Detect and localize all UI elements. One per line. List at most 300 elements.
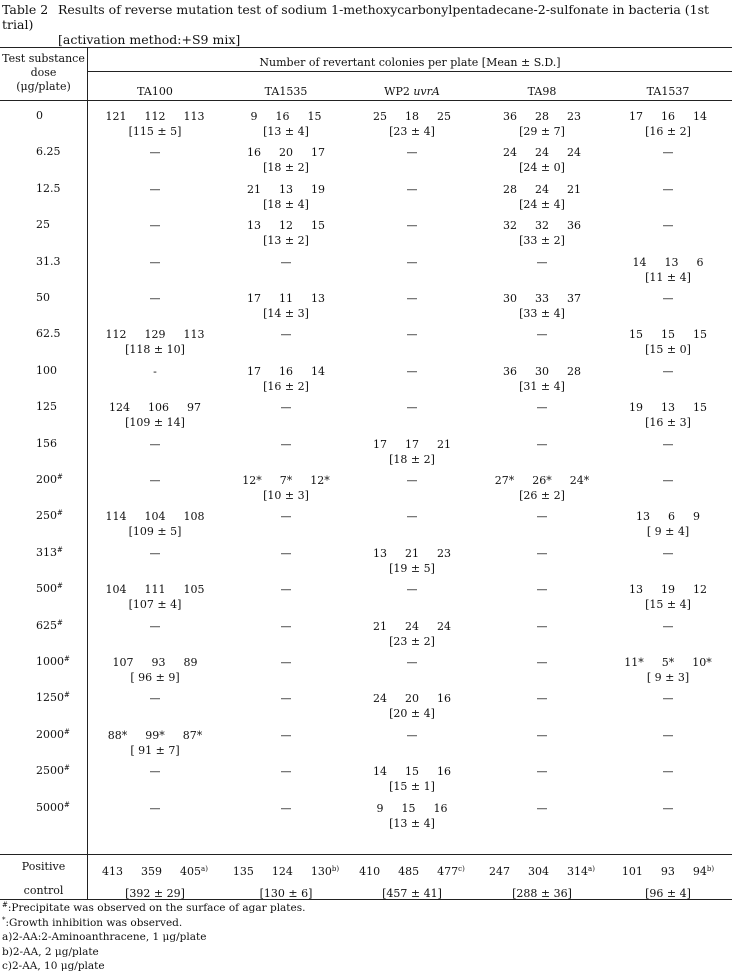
- mean-sd: [23 ± 2]: [389, 634, 435, 648]
- precipitate-mark: #: [64, 764, 70, 773]
- dose-value: 625#: [36, 618, 63, 632]
- colony-count: 16: [275, 110, 290, 123]
- colony-counts: [224, 182, 348, 197]
- colony-counts: [93, 109, 217, 124]
- table-cell: [480, 109, 604, 139]
- dash-cell: —: [662, 364, 674, 378]
- table-cell: [606, 400, 730, 430]
- colony-count: 88*: [107, 728, 128, 742]
- colony-count: 87*: [182, 728, 203, 742]
- mean-sd: [13 ± 2]: [263, 234, 309, 248]
- colony-counts: [606, 861, 730, 883]
- colony-count: 108: [183, 510, 205, 524]
- footnote: a)2-AA:2-Aminoanthracene, 1 μg/plate: [2, 931, 207, 943]
- table-cell: [224, 861, 348, 905]
- table-cell: [350, 364, 474, 379]
- colony-counts: [224, 364, 348, 379]
- table-cell: [606, 764, 730, 779]
- mean-sd: [15 ± 4]: [645, 598, 691, 612]
- dose-value: 50: [36, 291, 50, 304]
- dash-cell: —: [406, 328, 418, 342]
- colony-count: 107: [112, 656, 134, 669]
- dash-cell: —: [536, 692, 548, 706]
- table-cell: [480, 327, 604, 342]
- dash-cell: —: [280, 583, 292, 597]
- colony-count: 15: [307, 110, 322, 123]
- table-cell: [224, 182, 348, 212]
- mean-sd: [20 ± 4]: [389, 707, 435, 721]
- dash-cell: —: [280, 510, 292, 524]
- table-cell: [93, 546, 217, 561]
- dash-cell: —: [149, 219, 161, 233]
- dose-header-line2: dose: [30, 66, 57, 79]
- mean-sd: [33 ± 2]: [519, 234, 565, 248]
- colony-count: 93: [660, 865, 675, 878]
- colony-count: 104: [144, 510, 166, 524]
- colony-count: 30: [535, 364, 549, 378]
- table-cell: [224, 619, 348, 634]
- colony-counts: [350, 546, 474, 561]
- mean-sd: [14 ± 3]: [263, 307, 309, 320]
- mean-sd: [ 96 ± 9]: [130, 671, 180, 684]
- colony-counts: [606, 109, 730, 124]
- dash-cell: —: [536, 328, 548, 342]
- colony-counts: [480, 182, 604, 197]
- dash-cell: —: [536, 401, 548, 415]
- dash-cell: —: [406, 146, 418, 160]
- dash-cell: —: [280, 401, 292, 415]
- colony-count: 32: [503, 219, 517, 233]
- colony-count: 25: [373, 110, 387, 123]
- colony-count: 11: [279, 292, 293, 305]
- table-cell: [606, 109, 730, 139]
- colony-counts: [224, 145, 348, 160]
- table-cell: [606, 509, 730, 539]
- table-cell: [606, 437, 730, 452]
- dash-cell: —: [149, 292, 161, 305]
- table-cell: [480, 291, 604, 321]
- dash-cell: —: [406, 219, 418, 233]
- dash-cell: —: [536, 255, 548, 269]
- precipitate-mark: #: [57, 545, 63, 554]
- table-cell: [480, 582, 604, 597]
- table-cell: [350, 327, 474, 342]
- colony-count: 21: [437, 437, 451, 451]
- colony-count: 17: [373, 437, 387, 451]
- mean-sd: [392 ± 29]: [125, 887, 185, 900]
- footnote: *:Growth inhibition was observed.: [2, 915, 183, 929]
- colony-count: 13: [661, 401, 675, 415]
- table-cell: [93, 145, 217, 160]
- table-cell: [606, 655, 730, 685]
- header-sub-rule: [88, 71, 732, 72]
- table-cell: [93, 400, 217, 430]
- table-cell: [224, 400, 348, 415]
- colony-count: 27*: [494, 474, 515, 487]
- dash-cell: —: [406, 182, 418, 196]
- dash-cell: —: [149, 182, 161, 196]
- colony-count: 97: [187, 401, 201, 415]
- colony-count: 16: [661, 110, 675, 123]
- colony-count: 112: [105, 328, 127, 342]
- colony-count: 24: [405, 619, 419, 633]
- colony-count: 105: [183, 583, 205, 597]
- table-cell: [350, 145, 474, 160]
- dose-value: 25: [36, 218, 50, 232]
- table-cell: [606, 619, 730, 634]
- colony-count: 21: [405, 546, 419, 560]
- colony-counts: [480, 145, 604, 160]
- colony-counts: [350, 801, 474, 816]
- colony-counts: [93, 400, 217, 415]
- colony-count: 25: [437, 110, 451, 123]
- colony-count: 114: [105, 510, 127, 524]
- colony-count: 21: [373, 619, 387, 633]
- mean-sd: [26 ± 2]: [519, 489, 565, 502]
- table-cell: [93, 691, 217, 706]
- dash-cell: —: [536, 619, 548, 633]
- mean-sd: [11 ± 4]: [645, 270, 691, 284]
- colony-counts: [224, 291, 348, 306]
- colony-count: 28: [535, 110, 549, 123]
- dash-cell: —: [406, 401, 418, 415]
- colony-count: 24: [373, 692, 387, 706]
- colony-count: 9: [693, 510, 700, 524]
- colony-count: 17: [311, 146, 325, 160]
- colony-count: 14: [373, 765, 387, 779]
- colony-count: 12: [279, 219, 293, 233]
- colony-count: 24: [535, 146, 549, 160]
- dose-value: 6.25: [36, 145, 61, 159]
- mean-sd: [19 ± 5]: [389, 561, 435, 575]
- dose-value: 156: [36, 436, 57, 450]
- dose-value: 0: [36, 109, 43, 122]
- table-cell: [606, 582, 730, 612]
- dose-header-line1: Test substance: [2, 52, 85, 65]
- colony-counts: [480, 473, 604, 488]
- table-cell: [224, 255, 348, 270]
- colony-count: 37: [567, 292, 581, 305]
- precipitate-mark: #: [64, 691, 70, 700]
- colony-count: 12: [693, 583, 707, 597]
- colony-counts: [480, 364, 604, 379]
- table-cell: [350, 582, 474, 597]
- table-cell: [350, 400, 474, 415]
- table-cell: [350, 728, 474, 743]
- colony-counts: [480, 218, 604, 233]
- mean-sd: [18 ± 2]: [263, 161, 309, 175]
- colony-count: 14: [311, 364, 325, 378]
- colony-count: 112: [144, 110, 166, 123]
- table-cell: [606, 728, 730, 743]
- table-label: Table 2: [2, 2, 49, 17]
- table-caption: [2, 2, 730, 47]
- colony-count: 14: [632, 255, 647, 269]
- strain-header: TA1537: [646, 85, 690, 98]
- mean-sd: [109 ± 5]: [128, 525, 182, 539]
- mean-sd: [115 ± 5]: [128, 125, 182, 138]
- colony-counts: [480, 291, 604, 306]
- colony-counts: [606, 655, 730, 670]
- colony-count: 18: [405, 110, 419, 123]
- dash-cell: —: [149, 692, 161, 706]
- footnote: #:Precipitate was observed on the surface of agar plates.: [2, 901, 306, 914]
- dash-cell: -: [153, 364, 157, 378]
- colony-count: 16: [437, 765, 451, 779]
- colony-count: 19: [629, 401, 643, 415]
- colony-count: 30: [503, 292, 517, 305]
- table-cell: [93, 291, 217, 306]
- table-cell: [93, 764, 217, 779]
- table-cell: [224, 437, 348, 452]
- colony-count: 12*: [310, 474, 330, 487]
- colony-counts: [93, 655, 217, 670]
- dose-column-header: [0, 52, 87, 94]
- colony-count: 17: [247, 364, 261, 378]
- dash-cell: —: [280, 692, 292, 706]
- colony-count: 24: [437, 619, 451, 633]
- dose-value: 313#: [36, 545, 63, 559]
- colony-count: 15: [693, 328, 707, 342]
- mean-sd: [18 ± 2]: [389, 452, 435, 466]
- dash-cell: —: [149, 146, 161, 160]
- colony-count: 106: [148, 401, 169, 415]
- dash-cell: —: [280, 656, 292, 669]
- dash-cell: —: [662, 619, 674, 633]
- table-cell: [606, 861, 730, 905]
- colony-count: 94: [692, 865, 707, 878]
- colony-count: 15: [311, 219, 325, 233]
- table-cell: [480, 691, 604, 706]
- footnote-ref: a): [201, 865, 208, 873]
- colony-count: 20: [279, 146, 293, 160]
- table-cell: [606, 182, 730, 197]
- table-cell: [606, 218, 730, 233]
- table-cell: [224, 473, 348, 503]
- table-cell: [480, 546, 604, 561]
- strain-italic: uvrA: [413, 85, 440, 98]
- colony-count: 16: [279, 364, 293, 378]
- colony-count: 13: [629, 583, 643, 597]
- mean-sd: [96 ± 4]: [645, 887, 691, 900]
- table-cell: [93, 327, 217, 357]
- mean-sd: [31 ± 4]: [519, 379, 565, 393]
- dose-value: 12.5: [36, 181, 61, 195]
- dose-column-divider: [87, 47, 88, 899]
- positive-label-line2: control: [23, 884, 64, 897]
- dash-cell: —: [149, 619, 161, 633]
- colony-count: 10*: [692, 656, 712, 669]
- dash-cell: —: [280, 437, 292, 451]
- table-cell: [480, 655, 604, 670]
- colony-count: 16: [437, 692, 451, 706]
- mean-sd: [13 ± 4]: [389, 816, 435, 830]
- precipitate-mark: #: [64, 655, 70, 663]
- colony-count: 11*: [624, 656, 644, 669]
- table-cell: [224, 764, 348, 779]
- colony-count: 9: [376, 801, 384, 815]
- mean-sd: [15 ± 0]: [645, 343, 691, 357]
- colony-count: 23: [437, 546, 451, 560]
- dose-value: 200#: [36, 473, 63, 486]
- colony-counts: [93, 327, 217, 342]
- mean-sd: [118 ± 10]: [125, 343, 185, 357]
- table-cell: [606, 691, 730, 706]
- footnotes: [2, 901, 305, 974]
- colony-count: 24*: [569, 474, 590, 487]
- table-cell: [224, 546, 348, 561]
- table-cell: [480, 861, 604, 905]
- colony-count: 36: [567, 219, 581, 233]
- table-cell: [350, 546, 474, 576]
- table-cell: [224, 801, 348, 816]
- mean-sd: [24 ± 0]: [519, 161, 565, 175]
- colony-counts: [93, 509, 217, 524]
- colony-count: 113: [183, 328, 205, 342]
- dose-value: 5000#: [36, 800, 70, 814]
- table-title: Results of reverse mutation test of sodium 1-methoxycarbonylpentadecane-2-sulfonate in bacteria (1st trial): [2, 2, 710, 32]
- colony-count: 99*: [145, 728, 165, 742]
- strain-header: TA98: [527, 85, 557, 98]
- colony-count: 28: [567, 364, 581, 378]
- revertant-header: Number of revertant colonies per plate [Mean ± S.D.]: [259, 56, 561, 69]
- dose-value: 2000#: [36, 727, 70, 741]
- table-cell: [350, 473, 474, 488]
- dash-cell: —: [662, 437, 674, 451]
- table-subtitle: [activation method:+S9 mix]: [58, 32, 241, 47]
- colony-counts: [606, 582, 730, 597]
- table-cell: [224, 655, 348, 670]
- dose-value: 1000#: [36, 655, 70, 668]
- dash-cell: —: [662, 692, 674, 706]
- colony-counts: [224, 861, 348, 883]
- table-cell: [93, 437, 217, 452]
- table-cell: [224, 728, 348, 743]
- table-cell: [606, 801, 730, 816]
- dash-cell: —: [662, 146, 674, 160]
- table-cell: [606, 327, 730, 357]
- dash-cell: —: [662, 546, 674, 560]
- colony-count: 21: [247, 182, 261, 196]
- mean-sd: [16 ± 2]: [263, 379, 309, 393]
- table-cell: [93, 364, 217, 379]
- colony-count: 15: [405, 765, 419, 779]
- colony-count: 104: [105, 583, 127, 597]
- mean-sd: [18 ± 4]: [263, 197, 309, 211]
- dash-cell: —: [280, 801, 292, 815]
- dash-cell: —: [662, 474, 674, 487]
- colony-count: 33: [535, 292, 549, 305]
- colony-counts: [224, 473, 348, 488]
- dash-cell: —: [662, 765, 674, 779]
- dash-cell: —: [406, 583, 418, 597]
- colony-counts: [606, 327, 730, 342]
- positive-top-rule: [0, 854, 732, 855]
- dash-cell: —: [536, 546, 548, 560]
- colony-counts: [606, 400, 730, 415]
- table-cell: [480, 364, 604, 394]
- colony-counts: [350, 619, 474, 634]
- mean-sd: [ 91 ± 7]: [130, 743, 180, 757]
- dose-value: 2500#: [36, 764, 70, 778]
- dash-cell: —: [406, 474, 418, 487]
- colony-count: 130: [310, 865, 332, 878]
- table-cell: [93, 182, 217, 197]
- dash-cell: —: [662, 292, 674, 305]
- colony-count: 5*: [661, 656, 675, 669]
- colony-counts: [606, 509, 730, 524]
- footnote: c)2-AA, 10 μg/plate: [2, 960, 105, 972]
- table-cell: [93, 582, 217, 612]
- colony-count: 21: [567, 182, 581, 196]
- precipitate-mark: #: [64, 727, 70, 736]
- mean-sd: [13 ± 4]: [263, 125, 309, 138]
- dash-cell: —: [280, 255, 292, 269]
- dash-cell: —: [406, 255, 418, 269]
- dash-cell: —: [662, 182, 674, 196]
- dash-cell: —: [280, 328, 292, 342]
- colony-count: 12*: [242, 474, 262, 487]
- table-cell: [93, 255, 217, 270]
- dose-value: 500#: [36, 582, 63, 596]
- strain-header: TA1535: [264, 85, 308, 98]
- dash-cell: —: [536, 728, 548, 742]
- mean-sd: [23 ± 4]: [389, 125, 435, 138]
- strain-header: TA100: [137, 85, 173, 98]
- dash-cell: —: [536, 765, 548, 779]
- table-cell: [480, 509, 604, 524]
- table-cell: [93, 473, 217, 488]
- colony-count: 314: [567, 865, 589, 878]
- colony-count: 304: [528, 865, 550, 878]
- dash-cell: —: [280, 619, 292, 633]
- colony-count: 24: [535, 182, 549, 196]
- dose-value: 1250#: [36, 691, 70, 705]
- table-cell: [350, 509, 474, 524]
- table-cell: [350, 182, 474, 197]
- dash-cell: —: [406, 728, 418, 742]
- colony-count: 24: [503, 146, 517, 160]
- dash-cell: —: [662, 219, 674, 233]
- colony-counts: [350, 861, 474, 883]
- colony-count: 17: [629, 110, 643, 123]
- dash-cell: —: [149, 437, 161, 451]
- dash-cell: —: [662, 801, 674, 815]
- table-cell: [93, 655, 217, 685]
- dash-cell: —: [406, 510, 418, 524]
- colony-count: 36: [503, 364, 517, 378]
- colony-count: 89: [183, 656, 198, 669]
- colony-counts: [480, 861, 604, 883]
- colony-count: 15: [401, 801, 416, 815]
- colony-count: 20: [405, 692, 419, 706]
- table-cell: [224, 364, 348, 394]
- table-cell: [480, 255, 604, 270]
- table-cell: [480, 728, 604, 743]
- table-cell: [350, 861, 474, 905]
- colony-counts: [224, 109, 348, 124]
- dash-cell: —: [536, 656, 548, 669]
- table-cell: [480, 218, 604, 248]
- table-cell: [224, 327, 348, 342]
- table-cell: [480, 182, 604, 212]
- colony-count: 19: [661, 583, 675, 597]
- colony-count: 93: [151, 656, 166, 669]
- dose-value: 100: [36, 363, 57, 377]
- top-rule: [0, 47, 732, 48]
- colony-count: 13: [279, 182, 293, 196]
- colony-count: 36: [503, 110, 517, 123]
